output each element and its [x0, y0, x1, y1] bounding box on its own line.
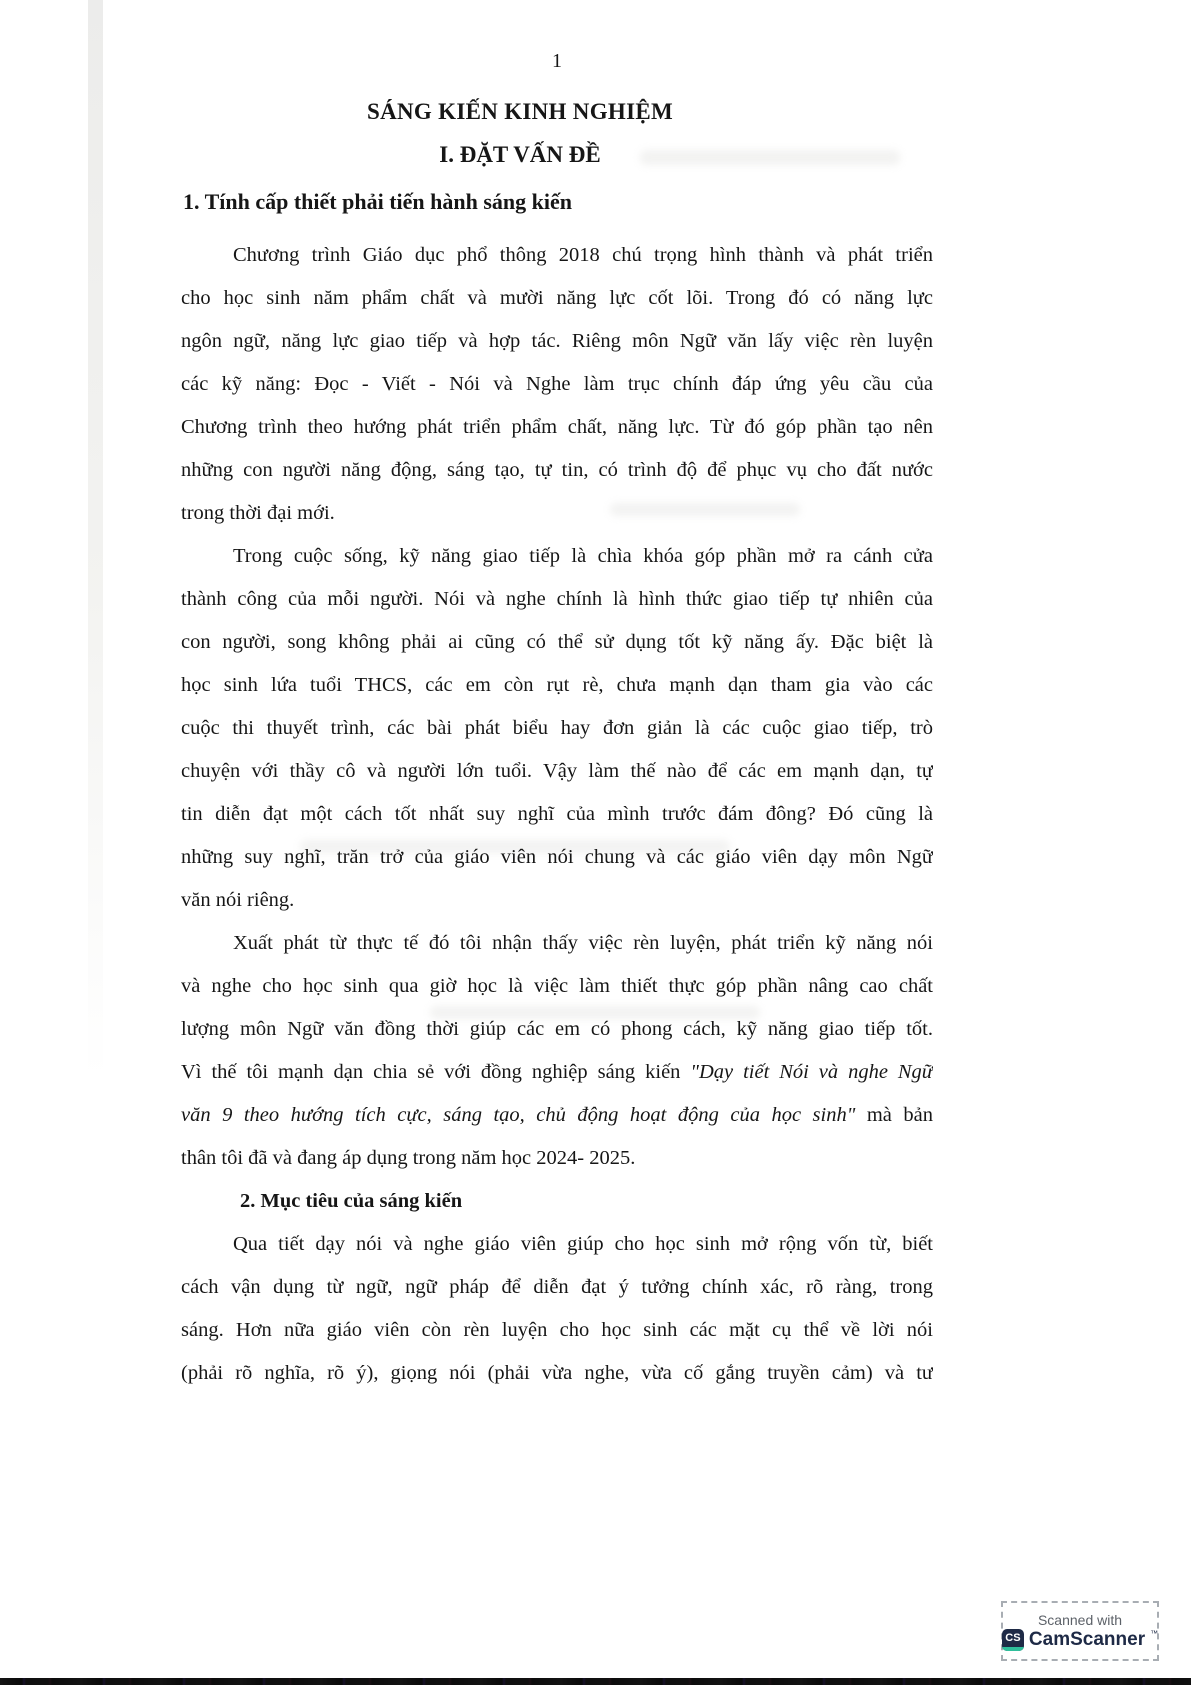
- text-line: cho học sinh năm phẩm chất và mười năng lực cốt lõi. Trong đó có năng lực: [181, 287, 933, 309]
- text-line: (phải rõ nghĩa, rõ ý), giọng nói (phải vừa nghe, vừa cố gắng truyền cảm) và tư: [181, 1362, 933, 1384]
- text-line: Xuất phát từ thực tế đó tôi nhận thấy việc rèn luyện, phát triển kỹ năng nói: [233, 932, 933, 954]
- document-title: SÁNG KIẾN KINH NGHIỆM: [367, 99, 673, 124]
- camscanner-logo-icon: CS: [1002, 1629, 1024, 1651]
- text-line: Vì thế tôi mạnh dạn chia sẻ với đồng nghiệp sáng kiến "Dạy tiết Nói và nghe Ngữ: [181, 1061, 933, 1083]
- text-line: và nghe cho học sinh qua giờ học là việc làm thiết thực góp phần nâng cao chất: [181, 975, 933, 997]
- text-line: cách vận dụng từ ngữ, ngữ pháp để diễn đạt ý tưởng chính xác, rõ ràng, trong: [181, 1276, 933, 1298]
- text-line: trong thời đại mới.: [181, 502, 335, 524]
- text-line: Chương trình theo hướng phát triển phẩm chất, năng lực. Từ đó góp phần tạo nên: [181, 416, 933, 438]
- scanned-with-label: Scanned with: [1037, 1611, 1123, 1628]
- text-line: cuộc thi thuyết trình, các bài phát biểu hay đơn giản là các cuộc giao tiếp, trò: [181, 717, 933, 739]
- text-line: các kỹ năng: Đọc - Viết - Nói và Nghe làm trục chính đáp ứng yêu cầu của: [181, 373, 933, 395]
- text-line: văn nói riêng.: [181, 889, 295, 911]
- text-line: thành công của mỗi người. Nói và nghe chính là hình thức giao tiếp tự nhiên của: [181, 588, 933, 610]
- camscanner-brand-row: [1002, 1629, 1158, 1651]
- text-line: lượng môn Ngữ văn đồng thời giúp các em có phong cách, kỹ năng giao tiếp tốt.: [181, 1018, 933, 1040]
- text-line: Trong cuộc sống, kỹ năng giao tiếp là chìa khóa góp phần mở ra cánh cửa: [233, 545, 933, 567]
- text-line: ngôn ngữ, năng lực giao tiếp và hợp tác. Riêng môn Ngữ văn lấy việc rèn luyện: [181, 330, 933, 352]
- subsection-heading-2: 2. Mục tiêu của sáng kiến: [240, 1190, 463, 1212]
- text-line: thân tôi đã và đang áp dụng trong năm học 2024- 2025.: [181, 1147, 636, 1169]
- trademark-symbol: ™: [1150, 1628, 1159, 1638]
- text-line: những suy nghĩ, trăn trở của giáo viên nói chung và các giáo viên dạy môn Ngữ: [181, 846, 933, 868]
- text-line: con người, song không phải ai cũng có thể sử dụng tốt kỹ năng ấy. Đặc biệt là: [181, 631, 933, 653]
- subsection-heading-1: 1. Tính cấp thiết phải tiến hành sáng kiến: [183, 189, 572, 214]
- text-line: chuyện với thầy cô và người lớn tuổi. Vậy làm thế nào để các em mạnh dạn, tự: [181, 760, 933, 782]
- document-body: [181, 234, 933, 1395]
- text-line: sáng. Hơn nữa giáo viên còn rèn luyện cho học sinh các mặt cụ thể về lời nói: [181, 1319, 933, 1341]
- scan-bottom-edge: [0, 1678, 1191, 1685]
- text-line: những con người năng động, sáng tạo, tự tin, có trình độ để phục vụ cho đất nước: [181, 459, 933, 481]
- text-line: Chương trình Giáo dục phổ thông 2018 chú trọng hình thành và phát triển: [233, 244, 933, 266]
- section-title: I. ĐẶT VẤN ĐỀ: [439, 142, 601, 167]
- text-line: tin diễn đạt một cách tốt nhất suy nghĩ của mình trước đám đông? Đó cũng là: [181, 803, 933, 825]
- page-number: 1: [552, 50, 562, 72]
- camscanner-watermark: [1001, 1601, 1159, 1661]
- text-line: học sinh lứa tuổi THCS, các em còn rụt rè, chưa mạnh dạn tham gia vào các: [181, 674, 933, 696]
- text-line: Qua tiết dạy nói và nghe giáo viên giúp cho học sinh mở rộng vốn từ, biết: [233, 1233, 933, 1255]
- camscanner-brand-label: CamScanner: [1028, 1628, 1146, 1650]
- paper-edge-artifact: [88, 0, 103, 1080]
- text-line: văn 9 theo hướng tích cực, sáng tạo, chủ động hoạt động của học sinh" mà bản: [181, 1104, 933, 1126]
